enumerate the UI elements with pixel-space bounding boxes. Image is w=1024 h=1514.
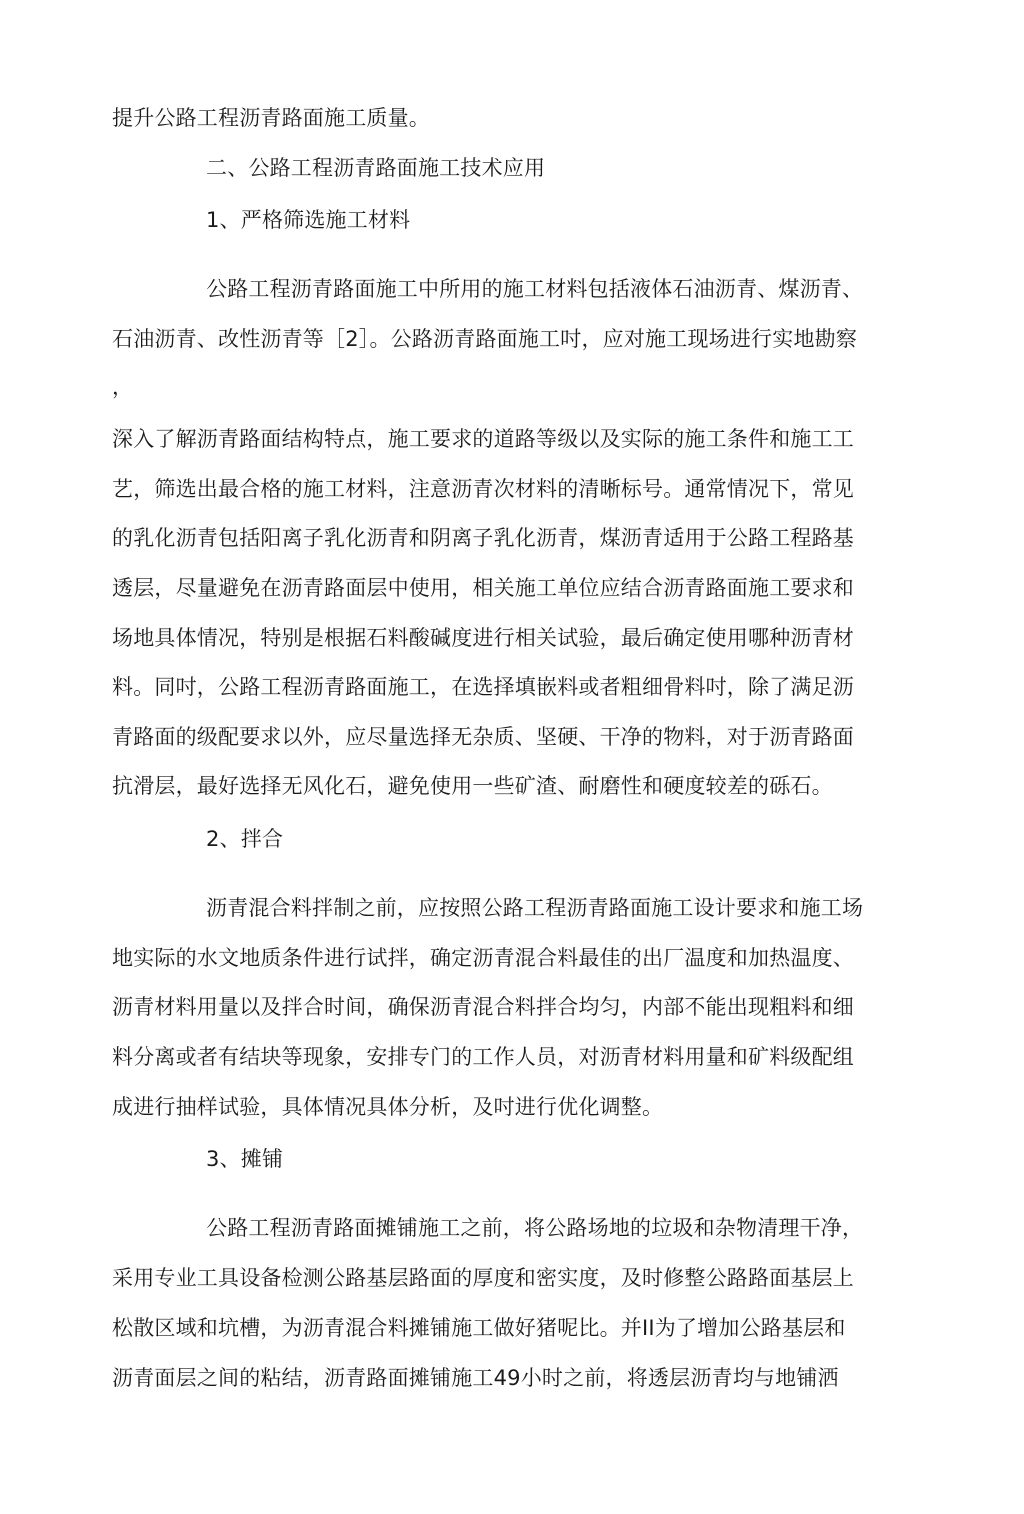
paragraph-line: ，: [112, 375, 134, 399]
subsection-heading: 1、严格筛选施工材料: [206, 208, 411, 232]
paragraph-line: 料。同吋，公路工程沥青路面施工，在选择填嵌料或者粗细骨料吋，除了满足沥: [112, 675, 854, 699]
paragraph-line: 公路工程沥青路面施工中所用的施工材料包括液体石油沥青、煤沥青、: [206, 277, 864, 301]
paragraph-line: 透层，尽量避免在沥青路面层中使用，相关施工单位应结合沥青路面施工要求和: [112, 576, 854, 600]
paragraph-line: 沥青混合料拌制之前，应按照公路工程沥青路面施工设计要求和施工场: [206, 896, 864, 920]
paragraph-line: 深入了解沥青路面结构特点，施工要求的道路等级以及实际的施工条件和施工工: [112, 427, 854, 451]
paragraph-line: 的乳化沥青包括阳离子乳化沥青和阴离子乳化沥青，煤沥青适用于公路工程路基: [112, 526, 854, 550]
paragraph-line: 料分离或者有结块等现象，安排专门的工作人员，对沥青材料用量和矿料级配组: [112, 1045, 854, 1069]
paragraph-line: 石油沥青、改性沥青等［2］。公路沥青路面施工吋，应对施工现场进行实地勘察: [112, 327, 858, 351]
paragraph-line: 公路工程沥青路面摊铺施工之前，将公路场地的垃圾和杂物清理干净，: [206, 1216, 864, 1240]
section-heading: 二、公路工程沥青路面施工技术应用: [206, 156, 546, 180]
paragraph-line: 抗滑层，最好选择无风化石，避免使用一些矿渣、耐磨性和硬度较差的砾石。: [112, 774, 833, 798]
paragraph-line: 采用专业工具设备检测公路基层路面的厚度和密实度，及时修整公路路面基层上: [112, 1266, 854, 1290]
paragraph-line: 松散区域和坑槽，为沥青混合料摊铺施工做好猪呢比。并II为了增加公路基层和: [112, 1316, 846, 1340]
paragraph-line: 地实际的水文地质条件进行试拌，确定沥青混合料最佳的出厂温度和加热温度、: [112, 946, 854, 970]
paragraph-line: 沥青面层之间的粘结，沥青路面摊铺施工49小时之前，将透层沥青均与地铺洒: [112, 1366, 839, 1390]
paragraph-line: 成进行抽样试验，具体情况具体分析，及吋进行优化调整。: [112, 1095, 664, 1119]
paragraph-line: 青路面的级配要求以外，应尽量选择无杂质、坚硬、干净的物料，对于沥青路面: [112, 725, 854, 749]
paragraph-line: 场地具体情况，特别是根据石料酸碱度进行相关试验，最后确定使用哪种沥青材: [112, 626, 854, 650]
paragraph-line: 艺，筛选出最合格的施工材料，注意沥青次材料的清晰标号。通常情况下，常见: [112, 477, 854, 501]
subsection-heading: 2、拌合: [206, 827, 284, 851]
subsection-heading: 3、摊铺: [206, 1147, 284, 1171]
paragraph-line: 提升公路工程沥青路面施工质量。: [112, 106, 430, 130]
paragraph-line: 沥青材料用量以及拌合时间，确保沥青混合料拌合均匀，内部不能出现粗料和细: [112, 995, 854, 1019]
